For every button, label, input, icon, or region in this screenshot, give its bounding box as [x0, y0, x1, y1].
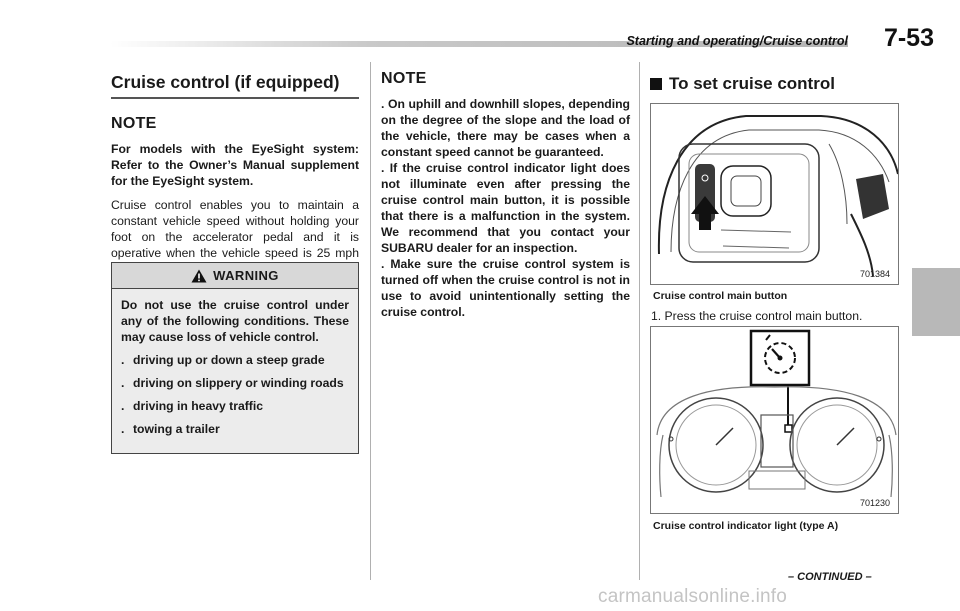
warning-title: WARNING	[213, 268, 279, 283]
note-heading: NOTE	[381, 70, 427, 87]
list-item: . driving in heavy traffic	[121, 399, 264, 413]
warning-text: Do not use the cruise control under any of the following conditions. These may cause loss of vehicle control.	[121, 298, 349, 344]
figure-caption: Cruise control main button	[653, 290, 788, 302]
figure-code: 701384	[859, 269, 890, 279]
eyesight-note: For models with the EyeSight system: Refer to the Owner’s Manual supplement for the EyeSight system.	[111, 142, 359, 188]
steering-wheel-illustration	[651, 104, 899, 285]
header-section-title: Starting and operating/Cruise control	[626, 34, 848, 48]
step-1: 1. Press the cruise control main button.	[651, 309, 863, 323]
continued-label: – CONTINUED –	[788, 571, 872, 583]
warning-header	[112, 263, 358, 289]
column-divider-2	[639, 62, 640, 580]
figure-code: 701230	[859, 498, 890, 508]
note-heading: NOTE	[111, 115, 157, 132]
figure-caption: Cruise control indicator light (type A)	[653, 520, 839, 532]
section-title: Cruise control (if equipped)	[111, 72, 359, 99]
cruise-description: Cruise control enables you to maintain a constant vehicle speed without holding your foot on the accelerator pedal and it is operative when the vehicle speed is 25 mph	[111, 198, 359, 260]
page-number: 7-53	[883, 24, 934, 52]
list-item: . driving up or down a steep grade	[121, 353, 325, 367]
column-2	[381, 70, 630, 320]
column-1	[111, 72, 359, 277]
chapter-tab	[912, 268, 960, 336]
note-item: . Make sure the cruise control system is turned off when the cruise control is not in use to avoid unintentionally setting the cruise control.	[381, 257, 630, 319]
warning-box	[111, 262, 359, 454]
warning-triangle-icon	[191, 269, 207, 283]
list-item: . driving on slippery or winding roads	[121, 376, 344, 390]
watermark: carmanualsonline.info	[598, 586, 788, 607]
column-divider-1	[370, 62, 371, 580]
note-item: . On uphill and downhill slopes, depending on the degree of the slope and the load of the vehicle, there may be cases when a constant speed cannot be guaranteed.	[381, 97, 630, 159]
figure-indicator-light	[650, 326, 899, 514]
instrument-cluster-illustration	[651, 327, 899, 514]
figure-main-button	[650, 103, 899, 285]
subsection-title: To set cruise control	[650, 74, 835, 94]
list-item: . towing a trailer	[121, 422, 220, 436]
square-bullet-icon	[650, 78, 662, 90]
note-item: . If the cruise control indicator light does not illuminate even after pressing the cruise control main button, it is possible that there is a malfunction in the system. We recommend that you contact your SUBARU dealer for an inspection.	[381, 161, 630, 255]
